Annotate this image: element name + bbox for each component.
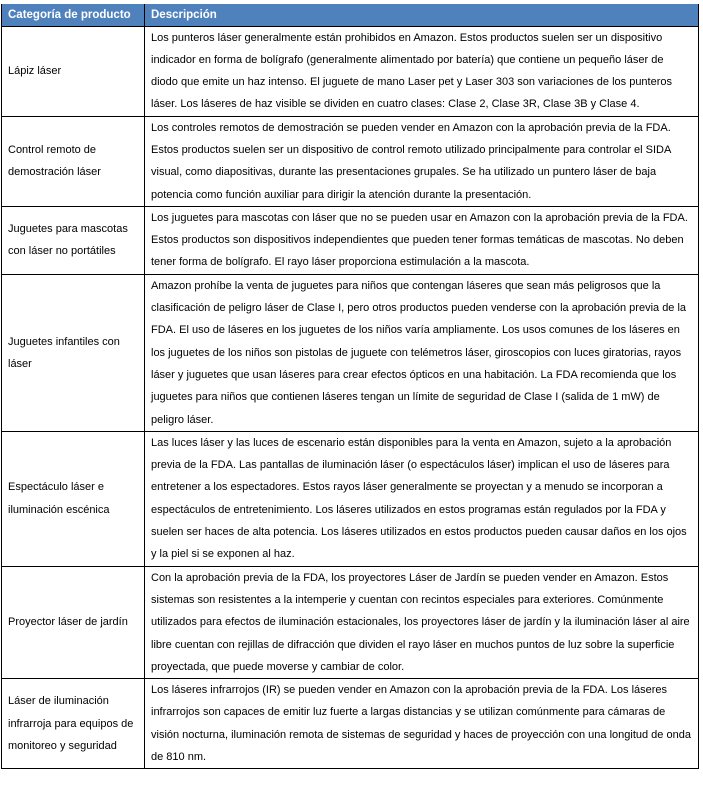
category-cell: Juguetes infantiles con láser (2, 274, 145, 431)
table-row (2, 26, 699, 116)
table-row (2, 679, 699, 769)
header-category: Categoría de producto (2, 4, 145, 26)
header-description: Descripción (145, 4, 699, 26)
category-cell: Lápiz láser (2, 26, 145, 116)
description-cell: Los controles remotos de demostración se pueden vender en Amazon con la aprobación previa de la FDA. Estos productos suelen ser un dispositivo de control remoto utilizado principalmente para controlar el SIDA visual, como diapositivas, durante las presentaciones grupales. Se ha utilizado un puntero láser de baja potencia como función auxiliar para dirigir la atención durante la presentación. (145, 116, 699, 206)
category-cell: Espectáculo láser e iluminación escénica (2, 431, 145, 566)
description-cell: Las luces láser y las luces de escenario están disponibles para la venta en Amazon, sujeto a la aprobación previa de la FDA. Las pantallas de iluminación láser (o espectáculos láser) implican el uso de láseres para entretener a los espectadores. Estos rayos láser generalmente se proyectan y a menudo se incorporan a espectáculos de entretenimiento. Los láseres utilizados en estos programas están regulados por la FDA y suelen ser haces de alta potencia. Los láseres utilizados en estos productos pueden causar daños en los ojos y la piel si se exponen al haz. (145, 431, 699, 566)
description-cell: Amazon prohíbe la venta de juguetes para niños que contengan láseres que sean más peligrosos que la clasificación de peligro láser de Clase I, pero otros productos pueden venderse con la aprobación previa de la FDA. El uso de láseres en los juguetes de los niños varía ampliamente. Los usos comunes de los láseres en los juguetes de los niños son pistolas de juguete con telémetros láser, giroscopios con luces giratorias, rayos láser y juguetes que usan láseres para crear efectos ópticos en una habitación. La FDA recomienda que los juguetes para niños que contienen láseres tengan un límite de seguridad de Clase I (salida de 1 mW) de peligro láser. (145, 274, 699, 431)
category-cell: Control remoto de demostración láser (2, 116, 145, 206)
product-category-table (1, 4, 699, 769)
category-cell: Juguetes para mascotas con láser no portátiles (2, 206, 145, 274)
table-row (2, 566, 699, 678)
description-cell: Los láseres infrarrojos (IR) se pueden vender en Amazon con la aprobación previa de la FDA. Los láseres infrarrojos son capaces de emitir luz fuerte a largas distancias y se utilizan comúnmente para cámaras de visión nocturna, iluminación remota de sistemas de seguridad y haces de proyección con una longitud de onda de 810 nm. (145, 679, 699, 769)
description-cell: Los punteros láser generalmente están prohibidos en Amazon. Estos productos suelen ser un dispositivo indicador en forma de bolígrafo (generalmente alimentado por batería) que contiene un pequeño láser de diodo que emite un haz intenso. El juguete de mano Laser pet y Laser 303 son variaciones de los punteros láser. Los láseres de haz visible se dividen en cuatro clases: Clase 2, Clase 3R, Clase 3B y Clase 4. (145, 26, 699, 116)
table-row (2, 274, 699, 431)
table-row (2, 206, 699, 274)
table-row (2, 116, 699, 206)
description-cell: Los juguetes para mascotas con láser que no se pueden usar en Amazon con la aprobación previa de la FDA. Estos productos son dispositivos independientes que pueden tener formas temáticas de mascotas. No deben tener forma de bolígrafo. El rayo láser proporciona estimulación a la mascota. (145, 206, 699, 274)
category-cell: Proyector láser de jardín (2, 566, 145, 678)
table-header-row (2, 4, 699, 26)
table-row (2, 431, 699, 566)
category-cell: Láser de iluminación infrarroja para equipos de monitoreo y seguridad (2, 679, 145, 769)
description-cell: Con la aprobación previa de la FDA, los proyectores Láser de Jardín se pueden vender en Amazon. Estos sistemas son resistentes a la intemperie y cuentan con recintos especiales para exteriores. Comúnmente utilizados para efectos de iluminación estacionales, los proyectores láser de jardín y la iluminación láser al aire libre cuentan con rejillas de difracción que dividen el rayo láser en muchos puntos de luz sobre la superficie proyectada, que puede moverse y cambiar de color. (145, 566, 699, 678)
